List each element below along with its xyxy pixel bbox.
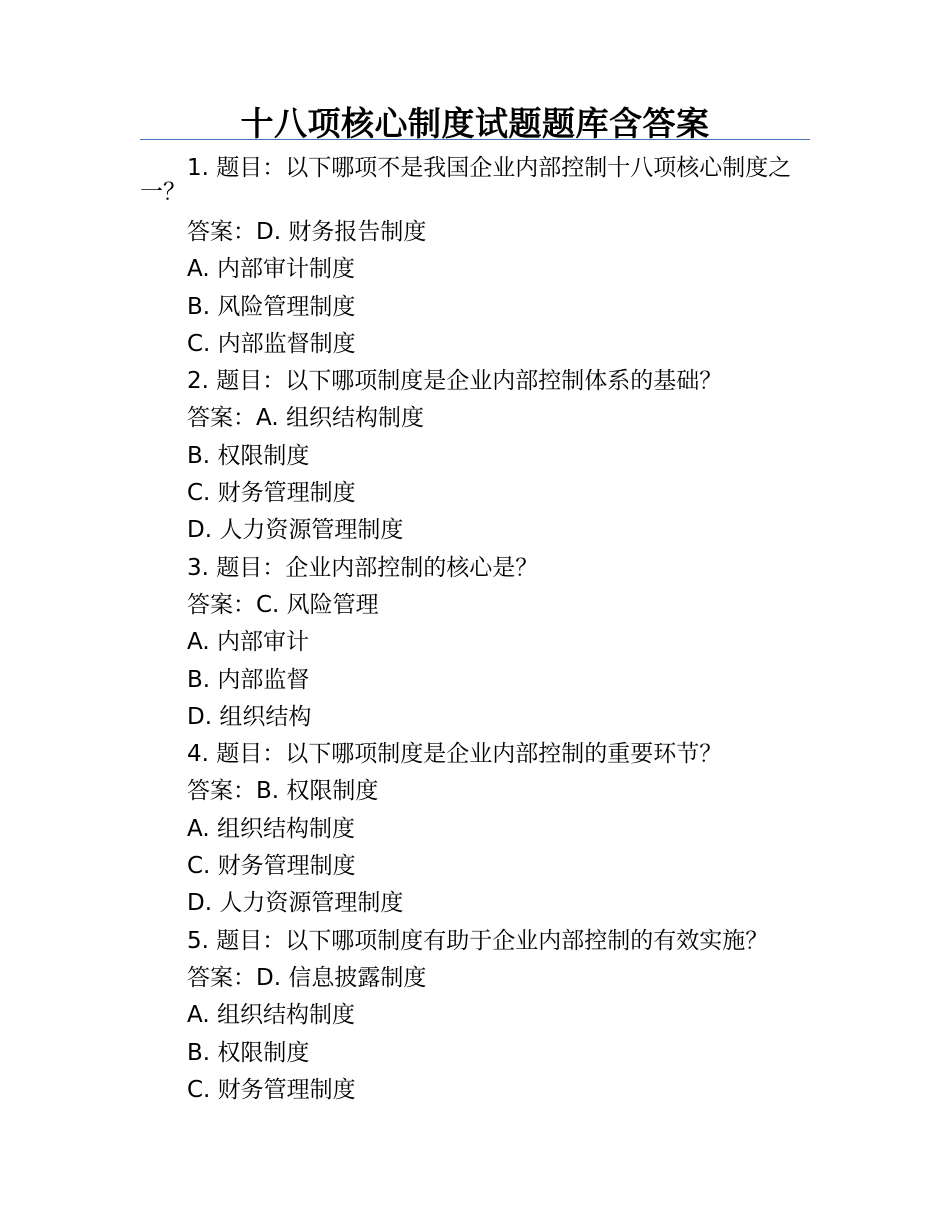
option-line: B. 内部监督 <box>187 666 310 693</box>
option-line: C. 内部监督制度 <box>187 330 356 357</box>
option-line: A. 组织结构制度 <box>187 815 355 842</box>
question-1-text: 1. 题目：以下哪项不是我国企业内部控制十八项核心制度之一？ <box>140 155 792 205</box>
question-line: 5. 题目：以下哪项制度有助于企业内部控制的有效实施？ <box>187 927 769 954</box>
answer-line: 答案：D. 财务报告制度 <box>187 219 427 245</box>
option-line: B. 风险管理制度 <box>187 293 356 320</box>
option-line: C. 财务管理制度 <box>187 480 356 507</box>
option-line: A. 内部审计 <box>187 629 309 656</box>
answer-line: 答案：C. 风险管理 <box>187 591 379 618</box>
question-line: 3. 题目：企业内部控制的核心是？ <box>187 554 539 581</box>
title-underline <box>140 139 810 140</box>
option-line: C. 财务管理制度 <box>187 1076 356 1103</box>
question-line: 2. 题目：以下哪项制度是企业内部控制体系的基础？ <box>187 368 723 395</box>
option-line: D. 人力资源管理制度 <box>187 517 404 544</box>
option-line: A. 组织结构制度 <box>187 1002 355 1029</box>
document-title: 十八项核心制度试题题库含答案 <box>240 104 710 143</box>
answer-line: 答案：A. 组织结构制度 <box>187 405 424 432</box>
question-line: 4. 题目：以下哪项制度是企业内部控制的重要环节？ <box>187 741 723 768</box>
option-line: B. 权限制度 <box>187 1039 310 1066</box>
document-body <box>140 156 812 1109</box>
option-line: D. 人力资源管理制度 <box>187 890 404 917</box>
answer-line: 答案：B. 权限制度 <box>187 778 379 805</box>
option-line: B. 权限制度 <box>187 442 310 469</box>
option-line: D. 组织结构 <box>187 703 312 730</box>
option-line: C. 财务管理制度 <box>187 853 356 880</box>
answer-line: 答案：D. 信息披露制度 <box>187 964 427 991</box>
option-line: A. 内部审计制度 <box>187 256 355 283</box>
